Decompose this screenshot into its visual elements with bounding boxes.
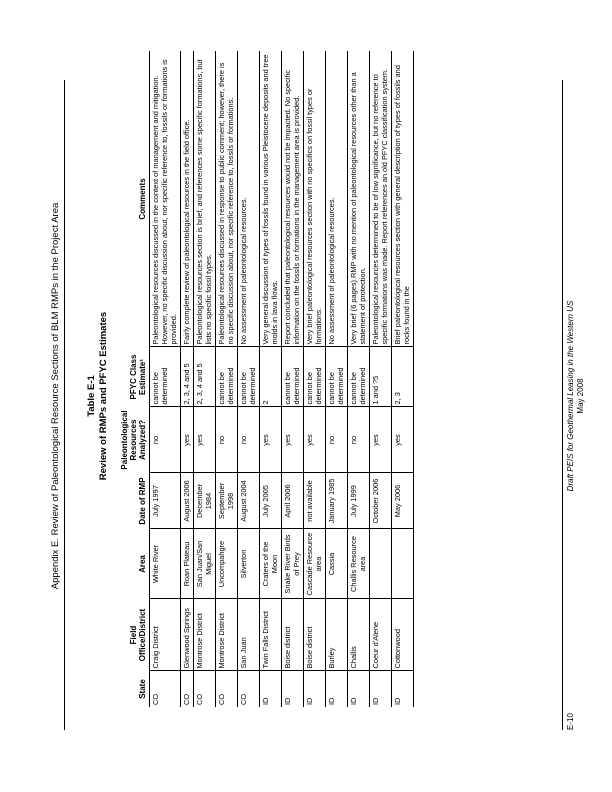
field-office-cell: Boise district bbox=[282, 599, 304, 671]
area-cell: Cassia bbox=[326, 529, 348, 599]
comments-cell: Very general discussion of types of fossils found in various Pleistocene deposits and tree molds in lava flows. bbox=[260, 51, 282, 347]
analyzed-cell: no bbox=[238, 407, 260, 473]
pfyc-cell: 1 and ?5 bbox=[370, 347, 392, 407]
date-cell: October 2006 bbox=[370, 473, 392, 529]
page-header: Appendix E. Review of Paleontological Resource Sections of BLM RMPs in the Project Area bbox=[50, 202, 61, 590]
footer-doc-title: Draft PEIS for Geothermal Leasing in the Western US bbox=[566, 300, 575, 492]
date-cell: August 2004 bbox=[238, 473, 260, 529]
comments-cell: Paleontological resources discussed in response to public comment; however, there is no specific discussion about, nor specific reference to, fossils or formations. bbox=[216, 51, 238, 347]
state-cell: CO bbox=[181, 671, 194, 707]
field-office-cell: Craig District bbox=[150, 599, 181, 671]
analyzed-cell: yes bbox=[392, 407, 414, 473]
table-row bbox=[216, 51, 238, 707]
analyzed-cell: no bbox=[326, 407, 348, 473]
comments-cell: Brief paleontological resources section with general description of types of fossils and rocks found in the bbox=[392, 51, 414, 347]
table-body bbox=[150, 51, 414, 707]
pfyc-cell: cannot be determined bbox=[282, 347, 304, 407]
comments-cell: No assessment of paleontological resources. bbox=[326, 51, 348, 347]
state-cell: CO bbox=[150, 671, 181, 707]
pfyc-cell: 2 bbox=[260, 347, 282, 407]
state-cell: CO bbox=[194, 671, 216, 707]
footer-date: May 2008 bbox=[576, 378, 585, 414]
pfyc-cell: cannot be determined bbox=[150, 347, 181, 407]
pfyc-cell: 2, 3, 4 and 5 bbox=[194, 347, 216, 407]
pfyc-cell: cannot be determined bbox=[326, 347, 348, 407]
comments-cell: Paleontological resources section is brief, and references some specific formations, but lists no specific fossil types. bbox=[194, 51, 216, 347]
field-office-cell: Montrose District bbox=[216, 599, 238, 671]
state-cell: ID bbox=[282, 671, 304, 707]
field-office-cell: San Juan bbox=[238, 599, 260, 671]
area-cell: Craters of the Moon bbox=[260, 529, 282, 599]
pfyc-cell: cannot be determined bbox=[348, 347, 370, 407]
field-office-cell: Burley bbox=[326, 599, 348, 671]
state-cell: ID bbox=[326, 671, 348, 707]
date-cell: September 1998 bbox=[216, 473, 238, 529]
area-cell: Snake River Birds of Prey bbox=[282, 529, 304, 599]
area-cell: White River bbox=[150, 529, 181, 599]
area-cell: Challis Resource area bbox=[348, 529, 370, 599]
analyzed-cell: no bbox=[216, 407, 238, 473]
table-title bbox=[86, 0, 110, 792]
field-office-cell: Coeur d'Alene bbox=[370, 599, 392, 671]
column-header-comments: Comments bbox=[118, 51, 150, 347]
header-rule bbox=[64, 80, 65, 730]
state-cell: ID bbox=[370, 671, 392, 707]
date-cell: July 1997 bbox=[150, 473, 181, 529]
table-row bbox=[260, 51, 282, 707]
column-header-analyzed: Paleontological Resources Analyzed? bbox=[118, 407, 150, 473]
date-cell: not available bbox=[304, 473, 326, 529]
table-row bbox=[282, 51, 304, 707]
analyzed-cell: yes bbox=[260, 407, 282, 473]
column-header-date: Date of RMP bbox=[118, 473, 150, 529]
area-cell: Cascade Resource area bbox=[304, 529, 326, 599]
date-cell: January 1985 bbox=[326, 473, 348, 529]
column-header-area: Area bbox=[118, 529, 150, 599]
table-row bbox=[348, 51, 370, 707]
table-row bbox=[194, 51, 216, 707]
column-header-pfyc: PFYC Class Estimate¹ bbox=[118, 347, 150, 407]
comments-cell: Very brief (6 pages) RMP with no mention of paleontological resources other than a statement of protection. bbox=[348, 51, 370, 347]
analyzed-cell: yes bbox=[304, 407, 326, 473]
table-header-row bbox=[118, 51, 150, 707]
date-cell: July 1999 bbox=[348, 473, 370, 529]
footer-rule bbox=[562, 80, 563, 730]
field-office-cell: Boise district bbox=[304, 599, 326, 671]
area-cell bbox=[370, 529, 392, 599]
date-cell: December 1984 bbox=[194, 473, 216, 529]
table-number: Table E-1 bbox=[86, 375, 97, 417]
state-cell: ID bbox=[348, 671, 370, 707]
comments-cell: Paleontological resources discussed in the context of management and mitigation. However, no specific discussion about, nor specific reference to, fossils or formations is provided. bbox=[150, 51, 181, 347]
area-cell bbox=[392, 529, 414, 599]
analyzed-cell: yes bbox=[282, 407, 304, 473]
rmp-review-table bbox=[118, 51, 414, 707]
state-cell: CO bbox=[216, 671, 238, 707]
analyzed-cell: yes bbox=[370, 407, 392, 473]
footer bbox=[566, 0, 586, 792]
analyzed-cell: yes bbox=[181, 407, 194, 473]
pfyc-cell: cannot be determined bbox=[238, 347, 260, 407]
analyzed-cell: no bbox=[348, 407, 370, 473]
date-cell: May 2006 bbox=[392, 473, 414, 529]
area-cell: San Juan/San Miguel bbox=[194, 529, 216, 599]
analyzed-cell: no bbox=[150, 407, 181, 473]
date-cell: July 2005 bbox=[260, 473, 282, 529]
state-cell: CO bbox=[238, 671, 260, 707]
column-header-state: State bbox=[118, 671, 150, 707]
area-cell: Silverton bbox=[238, 529, 260, 599]
analyzed-cell: yes bbox=[194, 407, 216, 473]
column-header-field-office: Field Office/District bbox=[118, 599, 150, 671]
date-cell: April 2006 bbox=[282, 473, 304, 529]
pfyc-cell: cannot be determined bbox=[304, 347, 326, 407]
area-cell: Roan Plateau bbox=[181, 529, 194, 599]
field-office-cell: Challis bbox=[348, 599, 370, 671]
table-caption: Review of RMPs and PFYC Estimates bbox=[98, 311, 109, 481]
comments-cell: Fairly complete review of paleontological resources in the field office. bbox=[181, 51, 194, 347]
comments-cell: No assessment of paleontological resources. bbox=[238, 51, 260, 347]
date-cell: August 2006 bbox=[181, 473, 194, 529]
comments-cell: Very brief paleontological resources section with no specifics on fossil types or formations. bbox=[304, 51, 326, 347]
table-row bbox=[238, 51, 260, 707]
comments-cell: Report concluded that paleontological resources would not be impacted. No specific information on the fossils or formations in the management area is provided. bbox=[282, 51, 304, 347]
comments-cell: Paleontological resources determined to be of low significance, but no reference to specific formations was made. Report references an old PFYC classification system. bbox=[370, 51, 392, 347]
pfyc-cell: 2, 3, 4 and 5 bbox=[181, 347, 194, 407]
table-row bbox=[304, 51, 326, 707]
field-office-cell: Montrose District bbox=[194, 599, 216, 671]
field-office-cell: Twin Falls District bbox=[260, 599, 282, 671]
state-cell: ID bbox=[260, 671, 282, 707]
state-cell: ID bbox=[304, 671, 326, 707]
pfyc-cell: 2, 3 bbox=[392, 347, 414, 407]
field-office-cell: Glenwood Springs bbox=[181, 599, 194, 671]
pfyc-cell: cannot be determined bbox=[216, 347, 238, 407]
table-row bbox=[392, 51, 414, 707]
page-number: E-10 bbox=[566, 713, 575, 730]
area-cell: Uncompahgre bbox=[216, 529, 238, 599]
table-row bbox=[326, 51, 348, 707]
table-row bbox=[370, 51, 392, 707]
table-row bbox=[150, 51, 181, 707]
field-office-cell: Cottonwood bbox=[392, 599, 414, 671]
table-row bbox=[181, 51, 194, 707]
state-cell: ID bbox=[392, 671, 414, 707]
